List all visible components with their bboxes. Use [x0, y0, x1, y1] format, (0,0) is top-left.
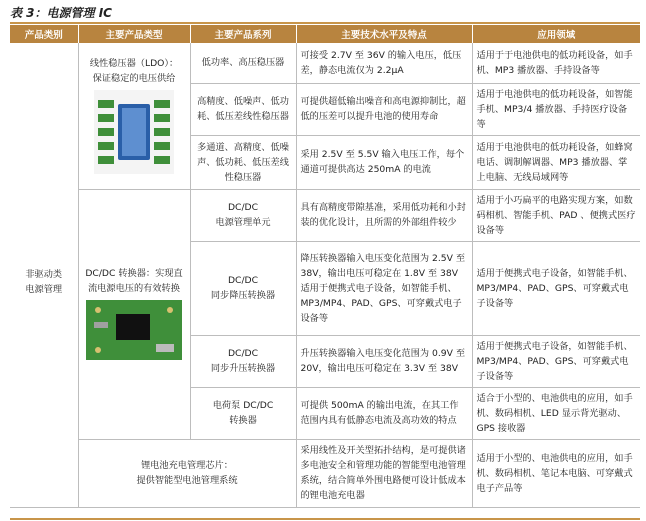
header-applications: 应用领域	[472, 25, 640, 43]
header-category: 产品类别	[10, 25, 78, 43]
dcdc-series-3: DC/DC 同步升压转换器	[190, 335, 296, 387]
ldo-series-3: 多通道、高精度、低噪声、低功耗、低压差线性稳压器	[190, 135, 296, 189]
header-product-type: 主要产品类型	[78, 25, 190, 43]
ldo-app-1: 适用于于电池供电的低功耗设备，如手机、MP3 播放器、手持设备等	[472, 43, 640, 83]
charger-type-cell: 锂电池充电管理芯片： 提供智能型电池管理系统	[78, 439, 296, 507]
dcdc-series-2: DC/DC 同步降压转换器	[190, 241, 296, 335]
header-tech-features: 主要技术水平及特点	[296, 25, 472, 43]
bottom-rule	[10, 518, 640, 520]
dcdc-board-image	[86, 300, 182, 360]
category-cell	[10, 43, 78, 507]
power-ic-table	[10, 25, 640, 508]
charger-app: 适用于小型的、电池供电的应用，如手机、数码相机、笔记本电脑、可穿戴式电子产品等	[472, 439, 640, 507]
dcdc-tech-2: 降压转换器输入电压变化范围为 2.5V 至 38V，输出电压可稳定在 1.8V 至 38V 适用于便携式电子设备，如智能手机、MP3/MP4、PAD、GPS、可穿戴式电子设备等	[296, 241, 472, 335]
ldo-chip-image	[94, 90, 174, 174]
ldo-app-2: 适用于电池供电的低功耗设备，如智能手机、MP3/4 播放器、手持医疗设备等	[472, 83, 640, 135]
ldo-series-2: 高精度、低噪声、低功耗、低压差线性稳压器	[190, 83, 296, 135]
ldo-type-cell	[78, 43, 190, 189]
dcdc-app-1: 适用于小巧扁平的电路实现方案，如数码相机、智能手机、PAD 、便携式医疗设备等	[472, 189, 640, 241]
dcdc-tech-4: 可提供 500mA 的输出电流，在其工作范围内具有低静态电流及高功效的特点	[296, 387, 472, 439]
dcdc-tech-3: 升压转换器输入电压变化范围为 0.9V 至 20V，输出电压可稳定在 3.3V 至 38V	[296, 335, 472, 387]
table-row	[10, 439, 640, 507]
table-row	[10, 43, 640, 83]
dcdc-type-cell	[78, 189, 190, 439]
category-label: 非驱动类 电源管理	[25, 269, 63, 296]
ldo-series-1: 低功率、高压稳压器	[190, 43, 296, 83]
dcdc-series-1: DC/DC 电源管理单元	[190, 189, 296, 241]
ldo-tech-3: 采用 2.5V 至 5.5V 输入电压工作，每个通道可提供高达 250mA 的电流	[296, 135, 472, 189]
table-header-row	[10, 25, 640, 43]
top-rule	[10, 22, 640, 24]
ldo-tech-2: 可提供超低输出噪音和高电源抑制比，超低的压差可以提升电池的使用寿命	[296, 83, 472, 135]
ldo-app-3: 适用于电池供电的低功耗设备，如蜂窝电话、调制解调器、MP3 播放器、掌上电脑、无线局域网等	[472, 135, 640, 189]
dcdc-series-4: 电荷泵 DC/DC 转换器	[190, 387, 296, 439]
dcdc-type-label: DC/DC 转换器：实现直流电源电压的有效转换	[85, 268, 183, 294]
charger-tech: 采用线性及开关型拓扑结构，是可提供诸多电池安全和管理功能的智能型电池管理系统，结合简单外围电路便可设计低成本的锂电池充电器	[296, 439, 472, 507]
table-caption: 表 3：电源管理 IC	[10, 6, 112, 20]
dcdc-tech-1: 具有高精度带隙基准，采用低功耗和小封装的优化设计，且所需的外部组件较少	[296, 189, 472, 241]
dcdc-app-4: 适合于小型的、电池供电的应用，如手机、数码相机、LED 显示背光驱动、GPS 接收器	[472, 387, 640, 439]
ldo-type-label: 线性稳压器（LDO）： 保证稳定的电压供给	[89, 57, 179, 84]
table-row	[10, 189, 640, 241]
header-product-series: 主要产品系列	[190, 25, 296, 43]
dcdc-app-2: 适用于便携式电子设备，如智能手机、MP3/MP4、PAD、GPS、可穿戴式电子设备等	[472, 241, 640, 335]
dcdc-app-3: 适用于便携式电子设备，如智能手机、MP3/MP4、PAD、GPS、可穿戴式电子设备等	[472, 335, 640, 387]
ldo-tech-1: 可接受 2.7V 至 36V 的输入电压，低压差，静态电流仅为 2.2μA	[296, 43, 472, 83]
